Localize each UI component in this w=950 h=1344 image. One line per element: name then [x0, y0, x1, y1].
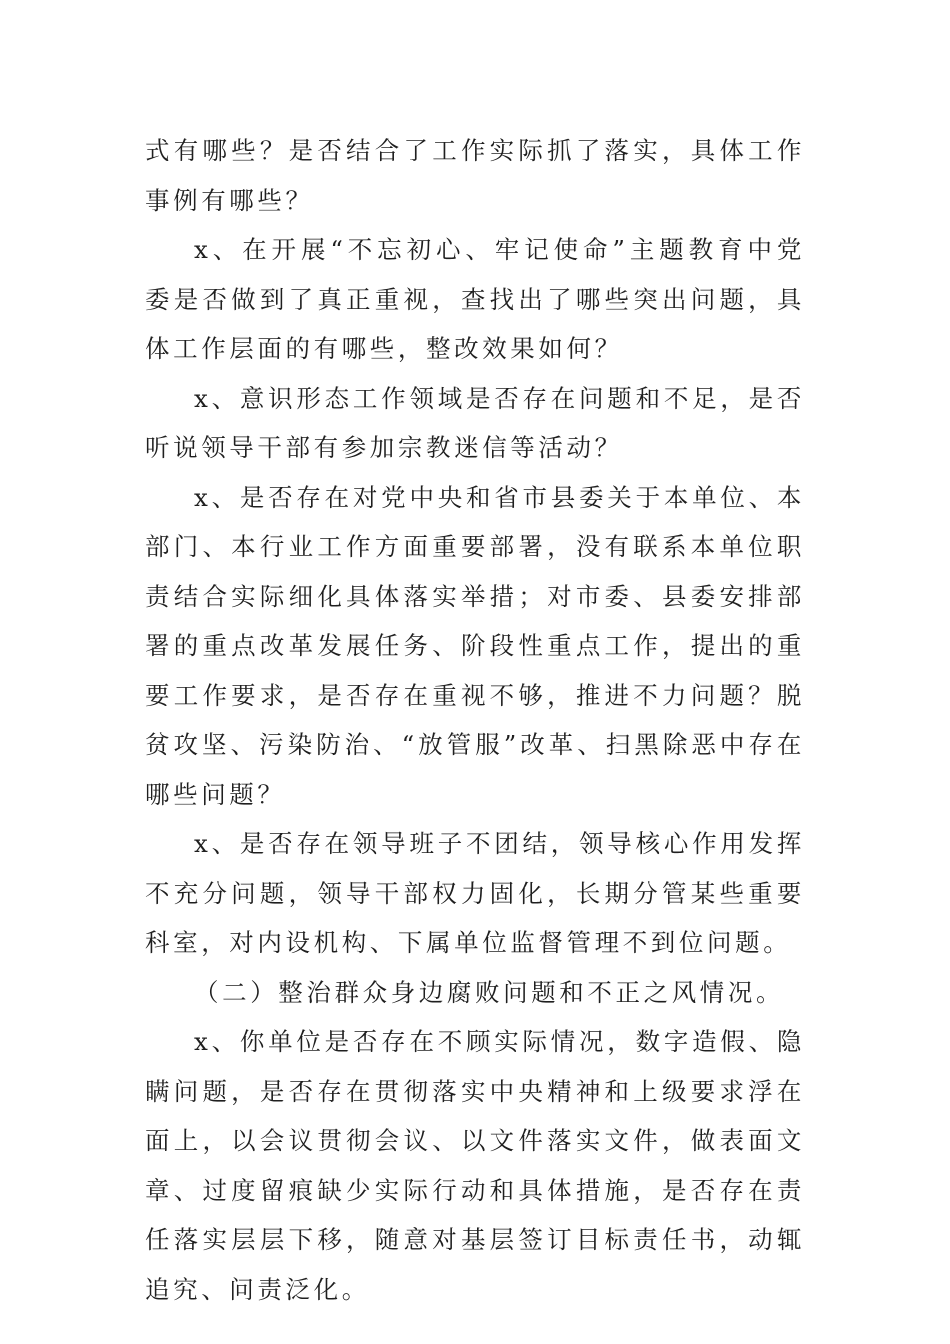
- paragraph-formalism: x、你单位是否存在不顾实际情况，数字造假、隐瞒问题，是否存在贯彻落实中央精神和上级要求浮在面上，以会议贯彻会议、以文件落实文件，做表面文章、过度留痕缺少实际行动和具体措施，是否存在责任落实层层下移，随意对基层签订目标责任书，动辄追究、问责泛化。: [145, 1027, 805, 1304]
- paragraph-theme-education: x、在开展“不忘初心、牢记使命”主题教育中党委是否做到了真正重视，查找出了哪些突出问题，具体工作层面的有哪些，整改效果如何？: [145, 235, 805, 363]
- document-body: [145, 126, 805, 1314]
- paragraph-leadership: x、是否存在领导班子不团结，领导核心作用发挥不充分问题，领导干部权力固化，长期分管某些重要科室，对内设机构、下属单位监督管理不到位问题。: [145, 829, 805, 957]
- paragraph-ideology: x、意识形态工作领域是否存在问题和不足，是否听说领导干部有参加宗教迷信等活动？: [145, 383, 805, 462]
- paragraph-continuation: 式有哪些？是否结合了工作实际抓了落实，具体工作事例有哪些？: [145, 136, 805, 215]
- section-heading: （二）整治群众身边腐败问题和不正之风情况。: [194, 977, 785, 1007]
- paragraph-deployment: x、是否存在对党中央和省市县委关于本单位、本部门、本行业工作方面重要部署，没有联系本单位职责结合实际细化具体落实举措；对市委、县委安排部署的重点改革发展任务、阶段性重点工作，提出的重要工作要求，是否存在重视不够，推进不力问题？脱贫攻坚、污染防治、“放管服”改革、扫黑除恶中存在哪些问题？: [145, 482, 805, 809]
